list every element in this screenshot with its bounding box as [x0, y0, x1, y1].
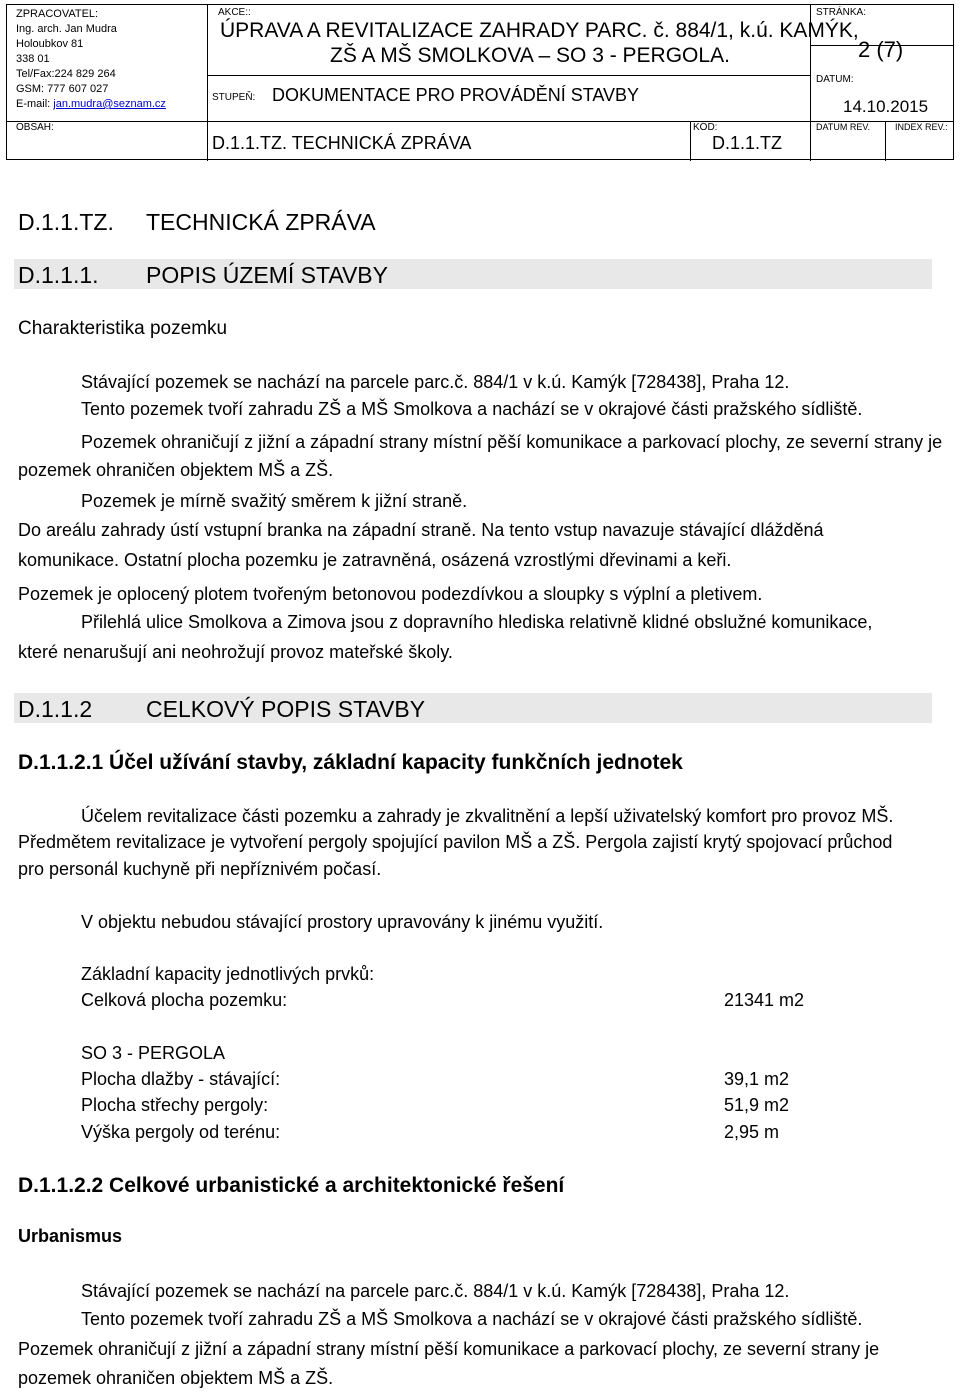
datum-label: DATUM:	[816, 74, 854, 85]
section-title: POPIS ÚZEMÍ STAVBY	[146, 262, 388, 288]
stupen-label: STUPEŇ:	[212, 92, 256, 103]
divider	[690, 121, 691, 161]
stupen-value: DOKUMENTACE PRO PROVÁDĚNÍ STAVBY	[272, 85, 640, 105]
paragraph-line: Předmětem revitalizace je vytvoření pergoly spojující pavilon MŠ a ZŠ. Pergola zajistí krytý spojovací průchod	[18, 832, 893, 852]
email-prefix: E-mail:	[16, 98, 54, 110]
zpracovatel-name: Ing. arch. Jan Mudra	[16, 23, 117, 35]
capacity-label: Plocha střechy pergoly:	[81, 1095, 269, 1115]
kod-label: KÓD:	[693, 122, 718, 133]
zpracovatel-tel: Tel/Fax:224 829 264	[16, 68, 116, 80]
kod-value: D.1.1.TZ	[712, 133, 783, 153]
email-link[interactable]: jan.mudra@seznam.cz	[53, 98, 166, 110]
paragraph-line: V objektu nebudou stávající prostory upravovány k jinému využití.	[81, 912, 604, 932]
paragraph-line: Pozemek je oplocený plotem tvořeným betonovou podezdívkou a sloupky s výplní a pletivem.	[18, 584, 763, 604]
datum-rev-label: DATUM REV.	[816, 122, 871, 132]
paragraph-line: Tento pozemek tvoří zahradu ZŠ a MŠ Smolkova a nachází se v okrajové části pražského sídliště.	[81, 399, 863, 419]
capacity-value: 51,9 m2	[724, 1095, 790, 1115]
stranka-value: 2 (7)	[858, 37, 904, 62]
paragraph-line: Stávající pozemek se nachází na parcele parc.č. 884/1 v k.ú. Kamýk [728438], Praha 12.	[81, 372, 790, 392]
index-rev-label: INDEX REV.:	[895, 122, 948, 132]
paragraph-line: komunikace. Ostatní plocha pozemku je zatravněná, osázená vzrostlými dřevinami a keři.	[18, 550, 732, 570]
capacity-value: 2,95 m	[724, 1122, 780, 1142]
paragraph-line: Pozemek ohraničují z jižní a západní strany místní pěší komunikace a parkovací plochy, ze severní strany je	[81, 432, 943, 452]
capacity-label: Plocha dlažby - stávající:	[81, 1069, 281, 1089]
capacity-label: Výška pergoly od terénu:	[81, 1122, 281, 1142]
stranka-label: STRÁNKA:	[816, 7, 867, 18]
zpracovatel-street: Holoubkov 81	[16, 38, 84, 50]
subsection-heading: D.1.1.2.1 Účel užívání stavby, základní kapacity funkčních jednotek	[18, 751, 683, 774]
paragraph-line: které nenarušují ani neohrožují provoz mateřské školy.	[18, 642, 453, 662]
subheading: Charakteristika pozemku	[18, 318, 228, 339]
zpracovatel-gsm: GSM: 777 607 027	[16, 83, 109, 95]
section-title: TECHNICKÁ ZPRÁVA	[146, 209, 376, 235]
paragraph-line: Účelem revitalizace části pozemku a zahrady je zkvalitnění a lepší uživatelský komfort pro provoz MŠ.	[81, 806, 894, 826]
paragraph-line: Do areálu zahrady ústí vstupní branka na západní straně. Na tento vstup navazuje stávající dlážděná	[18, 520, 824, 540]
section-title: CELKOVÝ POPIS STAVBY	[146, 696, 426, 722]
paragraph-line: Pozemek ohraničují z jižní a západní strany místní pěší komunikace a parkovací plochy, ze severní strany je	[18, 1339, 880, 1359]
paragraph-line: Stávající pozemek se nachází na parcele parc.č. 884/1 v k.ú. Kamýk [728438], Praha 12.	[81, 1281, 790, 1301]
capacity-title: Základní kapacity jednotlivých prvků:	[81, 964, 375, 984]
section-number: D.1.1.2	[18, 696, 93, 722]
akce-line1: ÚPRAVA A REVITALIZACE ZAHRADY PARC. č. 884/1, k.ú. KAMÝK,	[220, 19, 859, 42]
paragraph-line: Tento pozemek tvoří zahradu ZŠ a MŠ Smolkova a nachází se v okrajové části pražského sídliště.	[81, 1309, 863, 1329]
section-number: D.1.1.1.	[18, 262, 99, 288]
capacity-value: 21341 m2	[724, 990, 805, 1010]
capacity-label: Celková plocha pozemku:	[81, 990, 288, 1010]
section-number: D.1.1.TZ.	[18, 209, 114, 235]
obsah-value: D.1.1.TZ. TECHNICKÁ ZPRÁVA	[212, 133, 472, 153]
paragraph-line: pro personál kuchyně při nepříznivém počasí.	[18, 859, 382, 879]
paragraph-line: pozemek ohraničen objektem MŠ a ZŠ.	[18, 460, 334, 480]
zpracovatel-email-row	[16, 97, 166, 111]
divider	[885, 121, 886, 161]
divider	[207, 75, 810, 76]
divider	[207, 5, 208, 161]
datum-value: 14.10.2015	[843, 97, 929, 116]
paragraph-line: Přilehlá ulice Smolkova a Zimova jsou z dopravního hlediska relativně klidné obslužné komunikace,	[81, 612, 873, 632]
akce-line2: ZŠ A MŠ SMOLKOVA – SO 3 - PERGOLA.	[330, 44, 730, 67]
divider	[7, 121, 953, 122]
subsection-heading: D.1.1.2.2 Celkové urbanistické a architektonické řešení	[18, 1174, 565, 1197]
paragraph-line: pozemek ohraničen objektem MŠ a ZŠ.	[18, 1368, 334, 1388]
obsah-label: OBSAH:	[16, 122, 54, 133]
zpracovatel-zip: 338 01	[16, 53, 50, 65]
capacity-value: 39,1 m2	[724, 1069, 790, 1089]
zpracovatel-label: ZPRACOVATEL:	[16, 8, 99, 20]
akce-label: AKCE::	[218, 7, 251, 18]
subheading: Urbanismus	[18, 1226, 123, 1246]
paragraph-line: Pozemek je mírně svažitý směrem k jižní straně.	[81, 491, 468, 511]
capacity-subtitle: SO 3 - PERGOLA	[81, 1043, 226, 1063]
